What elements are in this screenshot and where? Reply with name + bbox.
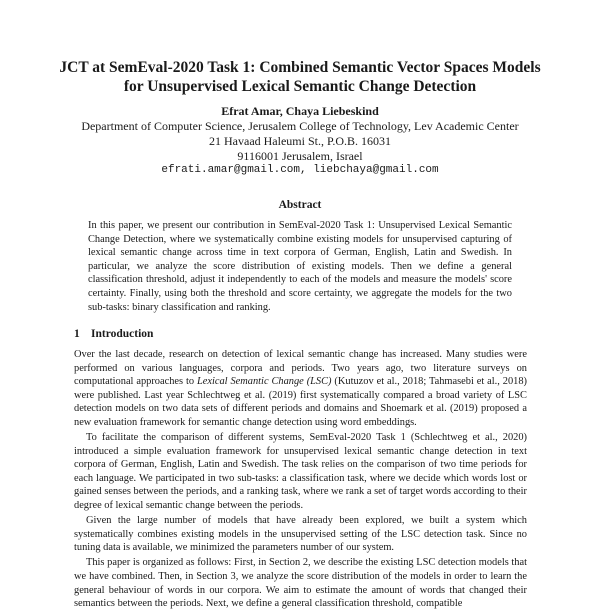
paper-title	[40, 58, 560, 96]
paragraph-text: Over the last decade, research on detection of lexical semantic change has increased. Many studies were performed on various languages, corpora and periods. Two years ago, two literature surveys on computational approaches to	[74, 349, 527, 388]
section-heading	[74, 328, 153, 340]
abstract-text: In this paper, we present our contribution in SemEval-2020 Task 1: Unsupervised Lexical Semantic Change Detection, where we systematically combine existing models for unsupervised capturing of lexical semantic change across time in text corpora of German, English, Latin and Swedish. In particular, we analyze the score distribution of existing models. Then we define a general classification threshold, adjust it independently to each of the models and measure the models' score certainty. Finally, using both the threshold and score certainty, we aggregate the models for the two sub-tasks: binary classification and ranking.	[88, 220, 512, 313]
emphasis-term: Lexical Semantic Change (LSC)	[196, 376, 332, 388]
section-title: Introduction	[91, 328, 154, 340]
section-body	[74, 348, 527, 612]
section-number: 1	[74, 328, 80, 340]
abstract-heading: Abstract	[278, 199, 322, 211]
affiliation	[40, 119, 560, 164]
affiliation-line: 21 Havaad Haleumi St., P.O.B. 16031	[209, 134, 391, 148]
paragraph: This paper is organized as follows: First, in Section 2, we describe the existing LSC detection models that we have combined. Then, in Section 3, we analyze the score distribution of the models in order to learn the general behaviour of words in our corpora. We aim to estimate the amount of words that changed their semantics between the periods. Next, we define a general classification threshold, compatible	[74, 557, 527, 610]
authors: Efrat Amar, Chaya Liebeskind	[221, 104, 379, 118]
affiliation-line: 9116001 Jerusalem, Israel	[237, 149, 363, 163]
paper-title-line-1: JCT at SemEval-2020 Task 1: Combined Semantic Vector Spaces Models	[59, 59, 541, 76]
paragraph: To facilitate the comparison of different systems, SemEval-2020 Task 1 (Schlechtweg et al., 2020) introduced a simple evaluation framework for unsupervised lexical semantic change detection in text corpora of German, English, Latin and Swedish. The task relies on the comparison of two time periods for each language. We participated in two sub-tasks: a classification task, where we decide which words lost or gained senses between the periods, and a ranking task, where we rank a set of target words according to their degree of lexical semantic change between the periods.	[74, 432, 527, 512]
paragraph: Given the large number of models that have already been explored, we built a system which systematically combines existing models in the unsupervised setting of the LSC detection task. Since no tuning data is available, we minimized the parameters number of our system.	[74, 515, 527, 554]
paper-title-line-2: for Unsupervised Lexical Semantic Change Detection	[123, 78, 477, 95]
paragraph	[74, 348, 527, 430]
author-emails: efrati.amar@gmail.com, liebchaya@gmail.com	[161, 164, 439, 176]
affiliation-line: Department of Computer Science, Jerusalem College of Technology, Lev Academic Center	[81, 119, 519, 133]
paragraph-text: (Kutuzov et al., 2018; Tahmasebi et al., 2018) were published. Last year Schlechtweg et al. (2019) first systematically compared a broad variety of LSC detection models on two data sets of different periods and domains and Shoemark et al. (2019) proposed a new evaluation framework for semantic change detection using word embeddings.	[74, 376, 527, 428]
